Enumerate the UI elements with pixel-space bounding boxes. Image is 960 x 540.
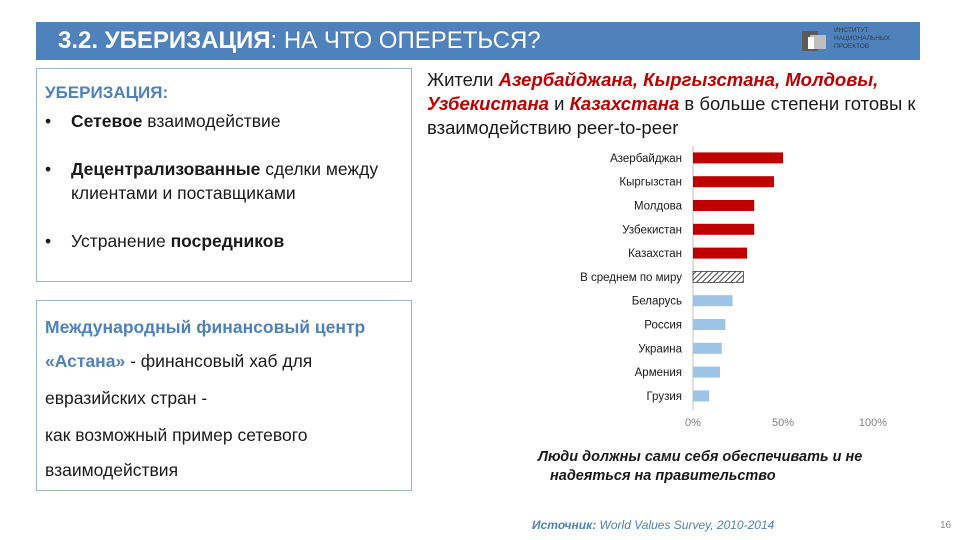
bullet-bold: посредников <box>170 231 285 251</box>
title-bar <box>36 22 920 60</box>
page-number: 16 <box>940 520 952 531</box>
chart-caption <box>538 448 862 486</box>
logo-icon <box>802 29 826 53</box>
bullet-bold: Децентрализованные <box>71 159 261 179</box>
astana-line-3: евразийских стран - <box>45 388 208 408</box>
bar-chart <box>540 144 890 440</box>
astana-name: «Астана» <box>45 351 126 371</box>
bullet-pre: Устранение <box>71 231 171 251</box>
category-label: Украина <box>638 343 682 356</box>
logo-text <box>834 27 890 51</box>
category-label: Россия <box>644 319 682 332</box>
bullet-dot: • <box>45 231 52 251</box>
bar-6 <box>693 295 733 306</box>
bar-1 <box>693 176 774 187</box>
caption-line-1: Люди должны сами себя обеспечивать и не <box>538 449 863 465</box>
astana-line-5: взаимодействия <box>45 460 179 480</box>
astana-line-4: как возможный пример сетевого <box>45 425 308 445</box>
source-text: World Values Survey, 2010-2014 <box>596 518 775 532</box>
logo-line: ИНСТИТУТ <box>834 27 869 34</box>
bar-10 <box>693 390 709 401</box>
title-rest: : НА ЧТО ОПЕРЕТЬСЯ? <box>270 27 541 54</box>
category-label: В среднем по миру <box>580 271 682 284</box>
bullet-rest: взаимодействие <box>142 111 281 131</box>
category-label: Казахстан <box>628 248 682 261</box>
highlight-countries-2: Узбекистана <box>427 93 549 114</box>
x-tick-label: 0% <box>685 416 701 429</box>
bullet-text <box>71 157 401 205</box>
highlight-countries-1: Азербайджана, Кыргызстана, Молдовы, <box>498 69 879 90</box>
category-label: Кыргызстан <box>619 176 682 189</box>
slide-title <box>58 26 541 56</box>
category-label: Азербайджан <box>610 152 682 165</box>
bar-7 <box>693 319 725 330</box>
x-tick-label: 50% <box>771 416 795 429</box>
source-label: Источник: <box>532 518 597 532</box>
uberization-heading: УБЕРИЗАЦИЯ: <box>45 83 169 102</box>
intro-and: и <box>548 93 570 114</box>
bullet-text <box>71 109 401 133</box>
astana-box <box>36 300 412 491</box>
bullet-bold: Сетевое <box>71 111 143 131</box>
highlight-countries-3: Казахстана <box>569 93 680 114</box>
logo-line: НАЦИОНАЛЬНЫХ <box>834 35 891 42</box>
bullet-dot: • <box>45 111 52 131</box>
astana-line-1: Международный финансовый центр <box>45 317 366 337</box>
bar-3 <box>693 224 754 235</box>
category-label: Беларусь <box>631 295 682 308</box>
uberization-box <box>36 68 412 282</box>
caption-line-2: надеяться на правительство <box>550 468 776 484</box>
intro-tail: в больше степени готовы к взаимодействию peer-to-peer <box>427 93 916 138</box>
intro-text: Жители <box>427 69 499 90</box>
bar-0 <box>693 152 783 163</box>
bar-2 <box>693 200 754 211</box>
chart-intro <box>427 68 927 140</box>
bar-8 <box>693 343 722 354</box>
category-label: Армения <box>634 367 682 380</box>
bullet-dot: • <box>45 159 52 179</box>
astana-line-2-rest: - финансовый хаб для <box>125 351 313 371</box>
category-label: Молдова <box>633 200 682 213</box>
bullet-rest: сделки между клиентами и поставщиками <box>71 159 379 203</box>
bar-4 <box>693 248 747 259</box>
x-tick-label: 100% <box>858 416 888 429</box>
category-label: Грузия <box>646 390 682 403</box>
category-label: Узбекистан <box>622 224 682 237</box>
bar-5 <box>693 271 743 282</box>
logo-line: ПРОЕКТОВ <box>834 43 870 50</box>
bar-9 <box>693 367 720 378</box>
source-note <box>532 518 774 532</box>
astana-line-2 <box>45 349 312 373</box>
title-bold: 3.2. УБЕРИЗАЦИЯ <box>58 27 271 54</box>
bullet-text <box>71 229 401 253</box>
institute-logo <box>802 25 912 57</box>
